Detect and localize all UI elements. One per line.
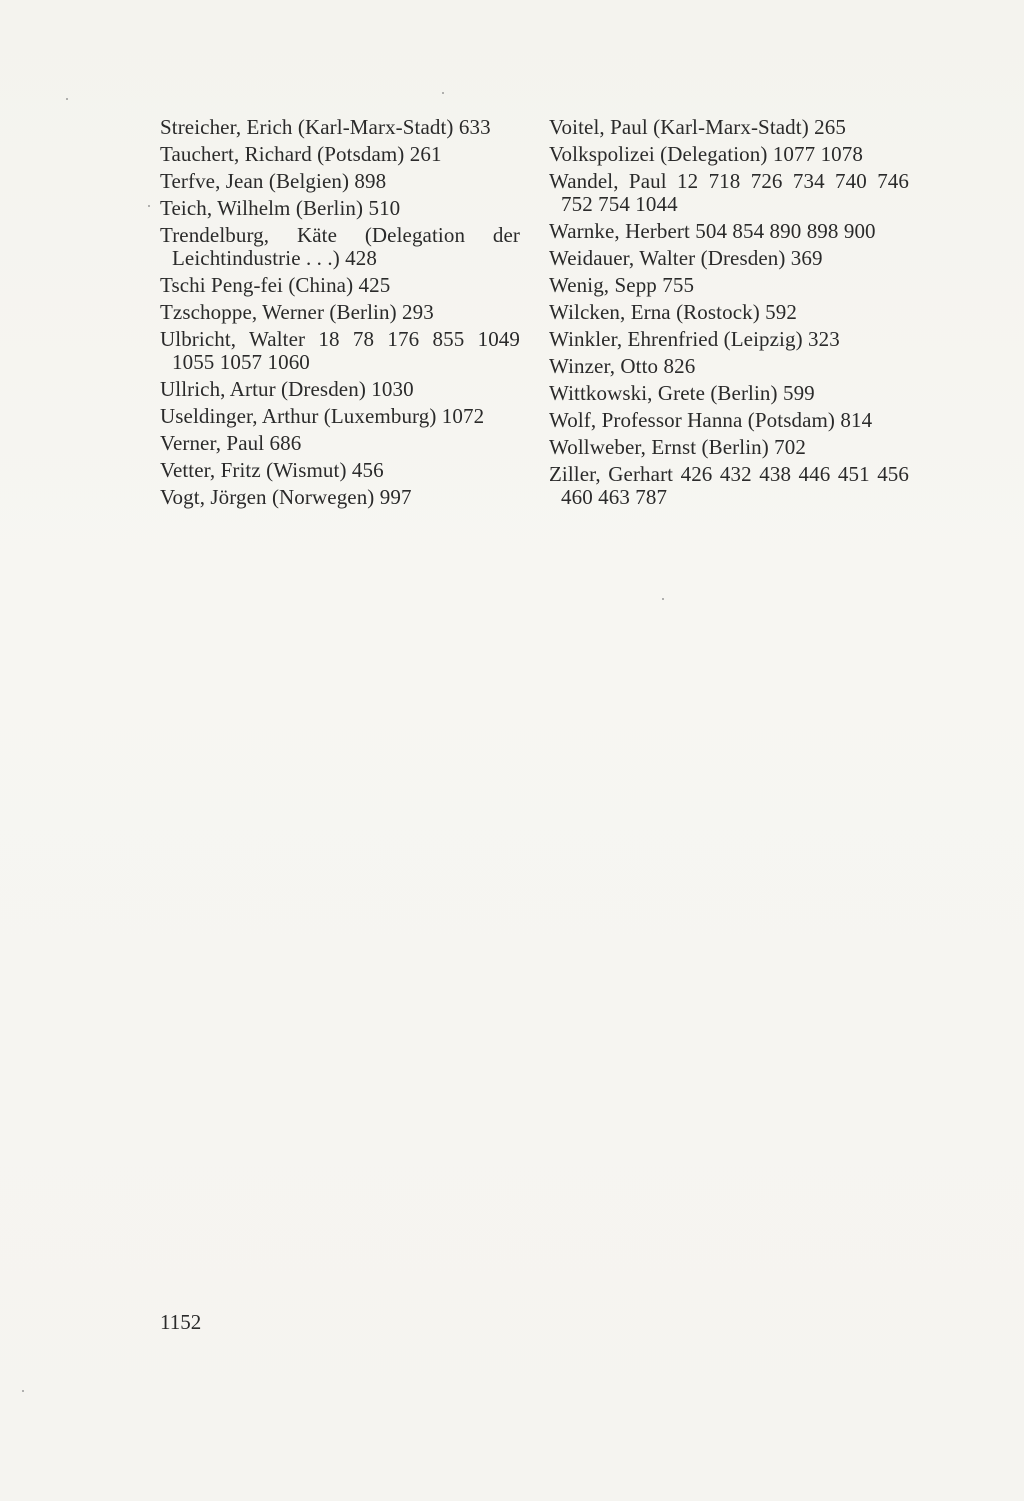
page-number: 1152 — [160, 1310, 202, 1334]
scan-speck — [442, 92, 444, 94]
index-entry: Winzer, Otto 826 — [549, 354, 696, 378]
index-entry: Teich, Wilhelm (Berlin) 510 — [160, 196, 401, 220]
index-entry: Ziller, Gerhart 426 432 438 446 451 456 460 463 787 — [549, 462, 909, 509]
index-entry: Vetter, Fritz (Wismut) 456 — [160, 458, 384, 482]
index-entry: Warnke, Herbert 504 854 890 898 900 — [549, 219, 876, 243]
scan-speck — [662, 598, 664, 600]
index-entry: Volkspolizei (Delegation) 1077 1078 — [549, 142, 863, 166]
index-column-left — [160, 116, 520, 513]
scan-speck — [148, 205, 150, 207]
index-entry: Verner, Paul 686 — [160, 431, 302, 455]
index-entry: Tzschoppe, Werner (Berlin) 293 — [160, 300, 434, 324]
index-entry: Wenig, Sepp 755 — [549, 273, 695, 297]
index-entry: Ullrich, Artur (Dresden) 1030 — [160, 377, 414, 401]
scan-speck — [66, 98, 68, 100]
index-entry: Streicher, Erich (Karl-Marx-Stadt) 633 — [160, 115, 491, 139]
index-entry: Wilcken, Erna (Rostock) 592 — [549, 300, 797, 324]
index-column-right — [549, 116, 909, 513]
index-entry: Wolf, Professor Hanna (Potsdam) 814 — [549, 408, 873, 432]
index-entry: Tschi Peng-fei (China) 425 — [160, 273, 391, 297]
index-entry: Ulbricht, Walter 18 78 176 855 1049 1055 1057 1060 — [160, 327, 520, 374]
scan-speck — [22, 1390, 24, 1392]
index-entry: Voitel, Paul (Karl-Marx-Stadt) 265 — [549, 115, 846, 139]
index-entry: Terfve, Jean (Belgien) 898 — [160, 169, 387, 193]
index-entry: Wandel, Paul 12 718 726 734 740 746 752 754 1044 — [549, 169, 909, 216]
index-entry: Tauchert, Richard (Potsdam) 261 — [160, 142, 442, 166]
index-entry: Vogt, Jörgen (Norwegen) 997 — [160, 485, 412, 509]
index-entry: Winkler, Ehrenfried (Leipzig) 323 — [549, 327, 840, 351]
index-entry: Weidauer, Walter (Dresden) 369 — [549, 246, 823, 270]
index-entry: Useldinger, Arthur (Luxemburg) 1072 — [160, 404, 485, 428]
index-entry: Trendelburg, Käte (Delegation der Leichtindustrie . . .) 428 — [160, 223, 520, 270]
index-entry: Wittkowski, Grete (Berlin) 599 — [549, 381, 815, 405]
index-entry: Wollweber, Ernst (Berlin) 702 — [549, 435, 806, 459]
